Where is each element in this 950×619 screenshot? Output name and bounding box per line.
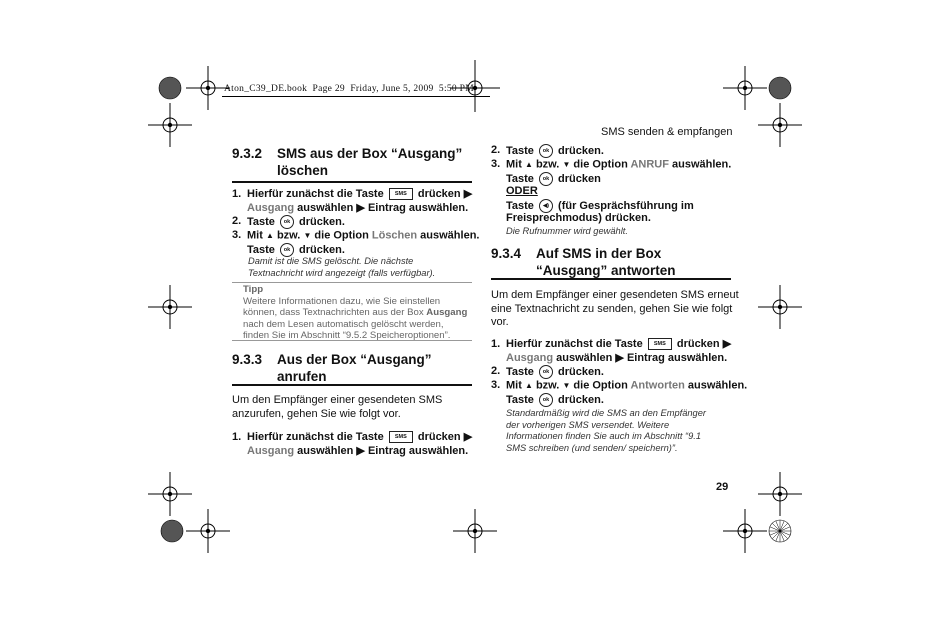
color-rosette-icon [769,520,791,542]
heading-rule [491,278,731,280]
crosshair-icon [148,472,192,516]
intro-paragraph: Um den Empfänger einer gesendeten SMS anzurufen, gehen Sie wie folgt vor. [232,394,443,420]
print-header-rule [222,96,490,97]
tip-label: Tipp [243,284,264,295]
section-title: Auf SMS in der Box “Ausgang” antworten [536,246,676,278]
note: Standardmäßig wird die SMS an den Empfänger der vorherigen SMS versendet. Weitere Informationen finden Sie auch im Abschnitt “9.1 SMS schreiben (und senden/ speichern)”. [506,408,706,453]
sms-key-icon: SMS [389,188,413,200]
arrow-up-icon: ▲ [265,231,274,240]
ok-key-icon: ok [280,243,294,257]
intro-paragraph: Um dem Empfänger einer gesendeten SMS erneut eine Textnachricht zu senden, gehen Sie wie folgt vor. [491,289,739,328]
section-number: 9.3.3 [232,352,263,367]
heading-rule [232,384,472,386]
crosshair-icon [758,103,802,147]
heading-rule [232,181,472,183]
registration-dot-icon [769,77,791,99]
crosshair-icon [148,103,192,147]
arrow-down-icon: ▼ [303,231,312,240]
arrow-up-icon: ▲ [524,160,533,169]
crosshair-icon [148,285,192,329]
page-number: 29 [716,481,729,493]
section-heading-9-3-2 [232,145,472,179]
arrow-up-icon: ▲ [524,381,533,390]
section-heading-9-3-4 [491,245,731,279]
tip-rule-top [232,282,472,283]
ok-key-icon: ok [539,172,553,186]
note: Die Rufnummer wird gewählt. [506,226,628,236]
print-header: Aton_C39_DE.book Page 29 Friday, June 5, 2009 5:50 PM [224,84,474,94]
section-title: SMS aus der Box “Ausgang” löschen [277,146,463,178]
ok-key-icon: ok [539,393,553,407]
section-title: Aus der Box “Ausgang” anrufen [277,352,432,384]
arrow-down-icon: ▼ [562,381,571,390]
sms-key-icon: SMS [389,431,413,443]
crosshair-icon [453,509,497,553]
oder-label: ODER [506,185,538,197]
running-head: SMS senden & empfangen [601,126,733,138]
note: Damit ist die SMS gelöscht. Die nächste Textnachricht wird angezeigt (falls verfügbar). [248,256,436,278]
ok-key-icon: ok [539,365,553,379]
section-heading-9-3-3 [232,351,472,385]
crosshair-icon [723,66,767,110]
registration-dot-icon [161,520,183,542]
ok-key-icon: ok [539,144,553,158]
arrow-down-icon: ▼ [562,160,571,169]
crosshair-icon [758,472,802,516]
speaker-key-icon: ◀) [539,199,553,213]
crosshair-icon [186,509,230,553]
crosshair-icon [723,509,767,553]
crosshair-icon [758,285,802,329]
registration-dot-icon [159,77,181,99]
tip-box: Tipp Weitere Informationen dazu, wie Sie einstellen können, dass Textnachrichten aus der Box Ausgang nach dem Lesen automatisch gelöscht werden, finden Sie im Abschnitt “9.5.2 Speicheroptionen”. [243,284,468,341]
sms-key-icon: SMS [648,338,672,350]
section-number: 9.3.2 [232,146,263,161]
section-number: 9.3.4 [491,246,522,261]
tip-rule-bottom [232,340,472,341]
ok-key-icon: ok [280,215,294,229]
